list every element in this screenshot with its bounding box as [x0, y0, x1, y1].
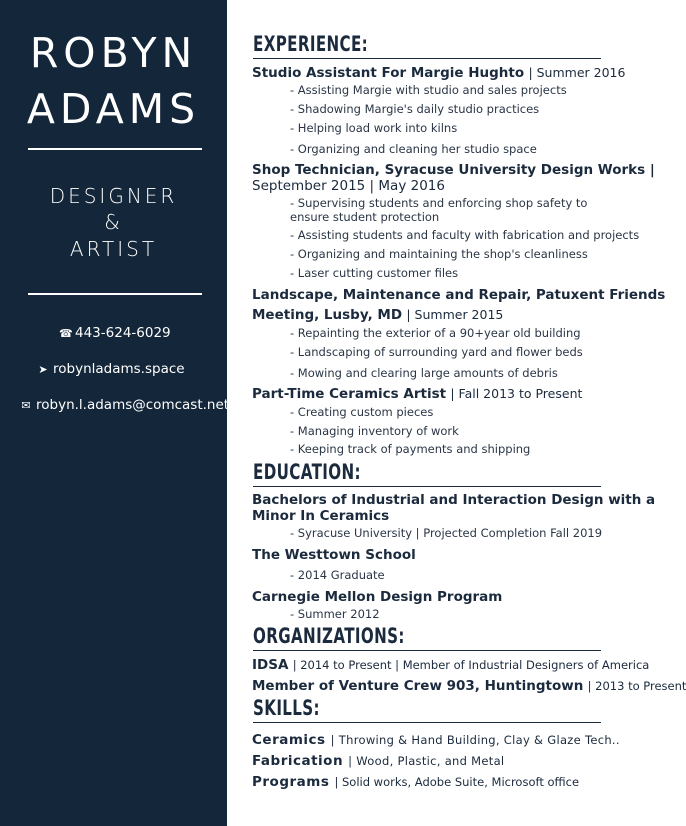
job-3-header-line2	[252, 307, 503, 323]
education-3-detail: - Summer 2012	[290, 607, 380, 621]
organization-2-name: Member of Venture Crew 903, Huntingtown	[252, 678, 584, 694]
job-1-header	[252, 65, 625, 81]
job-3-bullet-3: - Mowing and clearing large amounts of debris	[290, 366, 558, 380]
education-3-title: Carnegie Mellon Design Program	[252, 589, 503, 605]
job-1-bullet-1: - Assisting Margie with studio and sales projects	[290, 83, 567, 97]
job-2-dates: September 2015 | May 2016	[252, 178, 445, 194]
main-content	[227, 0, 686, 826]
job-3-header	[252, 287, 665, 303]
skill-ceramics	[252, 729, 620, 748]
job-4-bullet-2: - Managing inventory of work	[290, 424, 459, 438]
website-text: robynladams.space	[53, 361, 185, 377]
phone-text: 443-624-6029	[75, 325, 171, 341]
job-2-bullet-2: - Assisting students and faculty with fabrication and projects	[290, 228, 640, 242]
name-last: ADAMS	[26, 85, 201, 133]
job-2-bullet-4: - Laser cutting customer files	[290, 266, 459, 280]
experience-rule	[253, 58, 601, 59]
job-1-date: | Summer 2016	[528, 65, 626, 80]
education-1-title: Bachelors of Industrial and Interaction Design with a	[252, 492, 656, 508]
skill-programs	[252, 771, 579, 790]
skill-fabrication-value: | Wood, Plastic, and Metal	[348, 754, 505, 768]
job-3-bullet-2: - Landscaping of surrounding yard and flower beds	[290, 345, 583, 359]
job-2-bullet-1: - Supervising students and enforcing shop safety to ensure student protection	[290, 196, 588, 224]
title-designer: DESIGNER	[49, 184, 178, 208]
job-3-bullet-1: - Repainting the exterior of a 90+year old building	[290, 326, 581, 340]
education-1-title-line2: Minor In Ceramics	[252, 508, 390, 524]
divider-bottom	[28, 293, 202, 295]
skill-ceramics-label: Ceramics	[252, 732, 326, 748]
education-2-detail: - 2014 Graduate	[290, 568, 385, 582]
education-1-detail: - Syracuse University | Projected Completion Fall 2019	[290, 526, 603, 540]
location-arrow-icon: ➤	[38, 363, 48, 376]
skill-programs-value: | Solid works, Adobe Suite, Microsoft office	[334, 775, 580, 789]
organization-1-detail: | 2014 to Present | Member of Industrial Designers of America	[292, 658, 650, 672]
experience-heading: EXPERIENCE:	[253, 32, 369, 56]
job-4-bullet-3: - Keeping track of payments and shipping	[290, 442, 531, 456]
job-1-bullet-2: - Shadowing Margie's daily studio practices	[290, 102, 540, 116]
job-4-title: Part-Time Ceramics Artist	[252, 386, 447, 402]
job-2-bullet-3: - Organizing and maintaining the shop's cleanliness	[290, 247, 588, 261]
email-text: robyn.l.adams@comcast.net	[36, 397, 230, 413]
organizations-rule	[253, 650, 601, 651]
skills-rule	[253, 722, 601, 723]
skill-fabrication	[252, 750, 504, 769]
job-1-title: Studio Assistant For Margie Hughto	[252, 65, 525, 81]
skill-ceramics-value: | Throwing & Hand Building, Clay & Glaze Tech..	[330, 733, 620, 747]
name-first: ROBYN	[29, 29, 198, 77]
job-3-title: Landscape, Maintenance and Repair, Patuxent Friends	[252, 287, 666, 303]
sidebar	[0, 0, 230, 826]
job-1-bullet-4: - Organizing and cleaning her studio space	[290, 142, 537, 156]
job-4-bullet-1: - Creating custom pieces	[290, 405, 434, 419]
envelope-icon: ✉	[21, 399, 31, 412]
organizations-heading: ORGANIZATIONS:	[253, 624, 405, 648]
job-4-date: | Fall 2013 to Present	[450, 386, 583, 401]
contact-website	[37, 361, 185, 377]
title-artist: ARTIST	[69, 237, 158, 261]
job-4-header	[252, 386, 582, 402]
job-2-header	[252, 162, 655, 178]
contact-phone	[59, 325, 171, 341]
education-heading: EDUCATION:	[253, 460, 361, 484]
job-1-bullet-3: - Helping load work into kilns	[290, 121, 458, 135]
phone-icon: ☎	[59, 327, 73, 340]
organization-1	[252, 657, 649, 673]
job-3-location: Meeting, Lusby, MD	[252, 307, 403, 323]
skill-programs-label: Programs	[252, 774, 330, 790]
education-rule	[253, 486, 601, 487]
education-2-title: The Westtown School	[252, 547, 416, 563]
skills-heading: SKILLS:	[253, 696, 320, 720]
contact-email	[20, 397, 229, 413]
job-3-date: | Summer 2015	[406, 307, 504, 322]
divider-top	[28, 148, 202, 150]
title-ampersand: &	[104, 210, 123, 234]
organization-1-name: IDSA	[252, 657, 289, 673]
job-2-title: Shop Technician, Syracuse University Design Works |	[252, 162, 655, 178]
organization-2	[252, 678, 686, 694]
skill-fabrication-label: Fabrication	[252, 753, 344, 769]
organization-2-detail: | 2013 to Present	[587, 679, 686, 693]
